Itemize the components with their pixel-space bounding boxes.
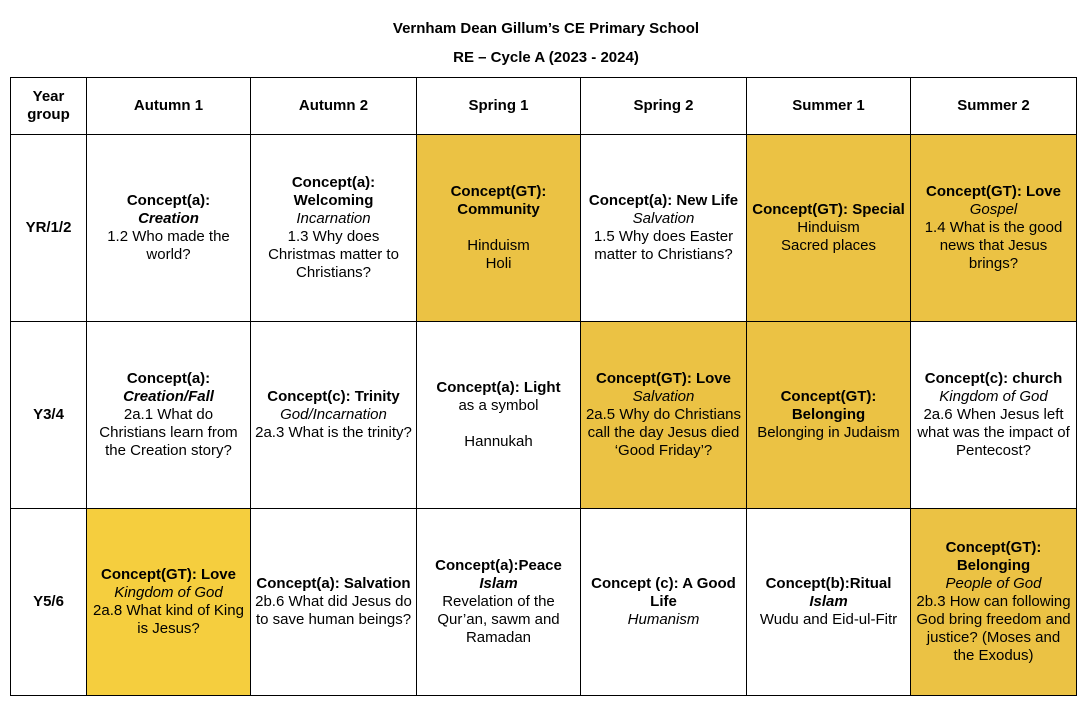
unit-question: 1.4 What is the good news that Jesus brings? [924, 219, 1063, 272]
unit-cell [747, 509, 911, 696]
unit-concept: Concept(c): church [924, 370, 1063, 387]
table-row [11, 322, 1077, 509]
unit-theme: Gospel [969, 201, 1018, 218]
unit-question: 2a.6 When Jesus left what was the impact of Pentecost? [917, 406, 1070, 459]
header-autumn-1: Autumn 1 [87, 78, 251, 135]
unit-cell-highlighted [747, 322, 911, 509]
unit-concept: Concept(a): [126, 370, 211, 387]
unit-cell-highlighted [417, 135, 581, 322]
cycle-subtitle: RE – Cycle A (2023 - 2024) [453, 49, 639, 66]
unit-line: Belonging in Judaism [757, 424, 900, 441]
header-spring-1: Spring 1 [417, 78, 581, 135]
unit-question: 2b.6 What did Jesus do to save human beings? [255, 593, 412, 628]
unit-cell [581, 135, 747, 322]
unit-concept: Concept(c): Trinity [267, 388, 400, 405]
unit-concept: Concept (c): A Good Life [591, 575, 736, 610]
year-group-cell: Y5/6 [11, 509, 87, 696]
unit-cell-highlighted [87, 509, 251, 696]
unit-theme: Creation/Fall [123, 388, 214, 405]
unit-concept: Concept(a): Salvation [256, 575, 411, 592]
unit-cell [251, 135, 417, 322]
year-group-cell: YR/1/2 [11, 135, 87, 322]
unit-cell-highlighted [911, 135, 1077, 322]
unit-cell-highlighted [911, 509, 1077, 696]
unit-cell [417, 509, 581, 696]
header-autumn-2: Autumn 2 [251, 78, 417, 135]
spacer [421, 415, 576, 433]
unit-question: Revelation of the Qur’an, sawm and Ramadan [437, 593, 560, 646]
unit-theme: Kingdom of God [114, 584, 223, 601]
school-title: Vernham Dean Gillum’s CE Primary School [392, 20, 700, 37]
unit-cell [87, 322, 251, 509]
unit-cell [581, 509, 747, 696]
unit-question: 1.3 Why does Christmas matter to Christians? [268, 228, 399, 281]
spacer [421, 219, 576, 237]
unit-theme: Salvation [632, 388, 695, 405]
unit-concept: Concept(GT): Special [752, 201, 905, 218]
unit-concept: Concept(a): Light [436, 379, 561, 396]
unit-question: 2a.8 What kind of King is Jesus? [93, 602, 244, 637]
unit-theme: Incarnation [296, 210, 371, 227]
unit-theme: God/Incarnation [280, 406, 387, 423]
unit-line: Hannukah [464, 433, 533, 450]
unit-concept: Concept(GT): Love [596, 370, 731, 387]
unit-line: Sacred places [780, 237, 877, 254]
unit-line: Hinduism [467, 237, 530, 254]
unit-theme: Kingdom of God [939, 388, 1048, 405]
table-header-row [11, 78, 1077, 135]
unit-question: 2a.3 What is the trinity? [255, 424, 412, 441]
unit-cell [251, 322, 417, 509]
unit-question: 1.2 Who made the world? [107, 228, 230, 263]
unit-line: Holi [485, 255, 512, 272]
unit-question: 2a.5 Why do Christians call the day Jesus died ‘Good Friday’? [585, 406, 742, 459]
unit-concept: Concept(GT): Love [101, 566, 236, 583]
header-summer-2: Summer 2 [911, 78, 1077, 135]
header-summer-1: Summer 1 [747, 78, 911, 135]
unit-concept: Concept(b):Ritual [765, 575, 892, 592]
unit-theme: Salvation [632, 210, 695, 227]
unit-question: 2a.1 What do Christians learn from the Creation story? [99, 406, 238, 459]
year-group-cell: Y3/4 [11, 322, 87, 509]
unit-line: Hinduism [797, 219, 860, 236]
unit-theme: Islam [479, 575, 518, 592]
unit-theme: Creation [138, 210, 199, 227]
unit-theme: Islam [809, 593, 848, 610]
re-curriculum-table [10, 77, 1077, 696]
unit-cell [251, 509, 417, 696]
unit-cell [417, 322, 581, 509]
table-row [11, 509, 1077, 696]
unit-cell [911, 322, 1077, 509]
unit-concept: Concept(GT): Belonging [780, 388, 877, 423]
unit-theme: Humanism [627, 611, 700, 628]
unit-concept: Concept(GT): Love [926, 183, 1061, 200]
header-year-group: Year group [11, 78, 87, 135]
header-spring-2: Spring 2 [581, 78, 747, 135]
unit-concept: Concept(a):Peace [435, 557, 562, 574]
unit-question: 2b.3 How can following God bring freedom and justice? (Moses and the Exodus) [916, 593, 1071, 664]
unit-concept: Concept(a): New Life [588, 192, 739, 209]
unit-cell [87, 135, 251, 322]
unit-concept: Concept(GT): Community [450, 183, 547, 218]
unit-line: as a symbol [458, 397, 539, 414]
unit-cell-highlighted [747, 135, 911, 322]
unit-concept: Concept(a): Welcoming [291, 174, 376, 209]
unit-concept: Concept(GT): Belonging [945, 539, 1042, 574]
unit-question: 1.5 Why does Easter matter to Christians? [593, 228, 734, 263]
unit-concept: Concept(a): [126, 192, 211, 209]
unit-cell-highlighted [581, 322, 747, 509]
unit-question: Wudu and Eid-ul-Fitr [759, 611, 898, 628]
unit-theme: People of God [945, 575, 1042, 592]
table-row [11, 135, 1077, 322]
